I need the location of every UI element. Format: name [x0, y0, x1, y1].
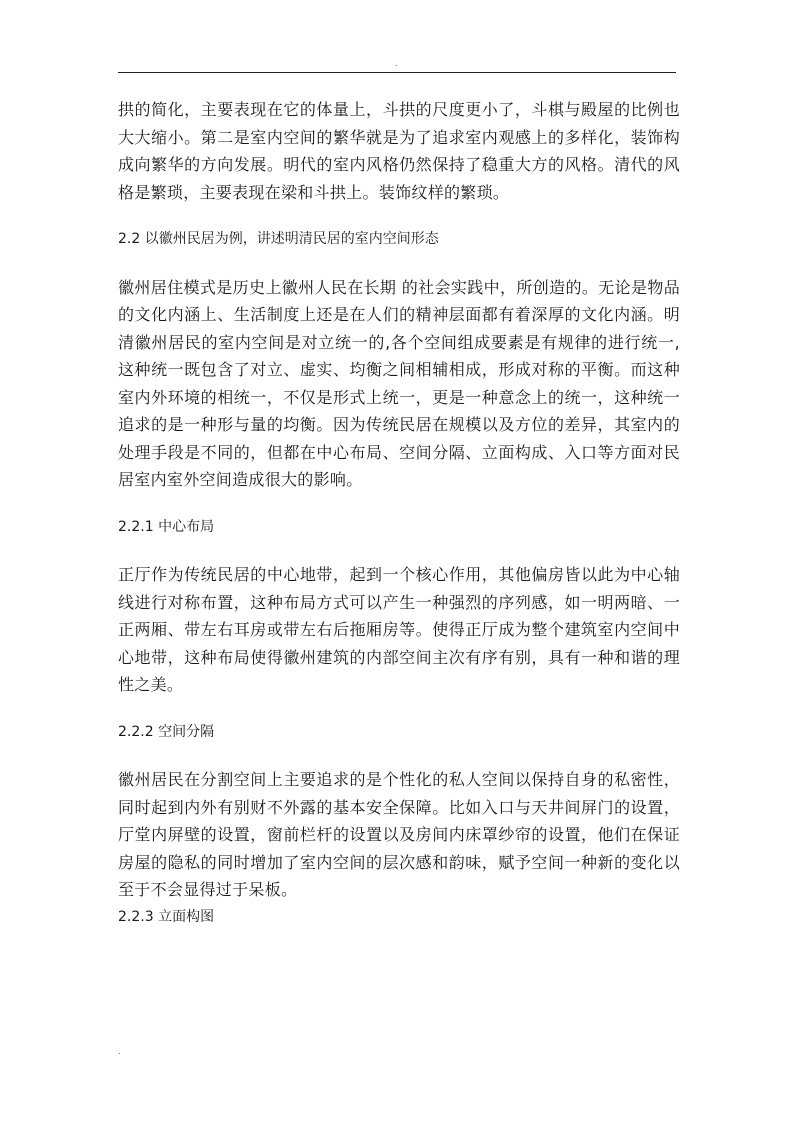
footer-mark: . [118, 1047, 121, 1056]
page-content [118, 96, 680, 931]
section-heading-2-2: 2.2 以徽州民居为例，讲述明清民居的室内空间形态 [118, 231, 439, 247]
paragraph-central-layout: 正厅作为传统民居的中心地带，起到一个核心作用，其他偏房皆以此为中心轴线进行对称布置，这种布局方式可以产生一种强烈的序列感，如一明两暗、一正两厢、带左右耳房或带左右后拖厢房等。使得正厅成为整个建筑室内空间中心地带，这种布局使得徽州建筑的内部空间主次有序有别，具有一种和谐的理性之美。 [118, 565, 680, 694]
header-mark: . [395, 59, 398, 68]
section-heading-2-2-3: 2.2.3 立面构图 [118, 908, 215, 925]
paragraph-bracket-simplification: 拱的简化，主要表现在它的体量上，斗拱的尺度更小了，斗棋与殿屋的比例也大大缩小。第二是室内空间的繁华就是为了追求室内观感上的多样化，装饰构成向繁华的方向发展。明代的室内风格仍然保持了稳重大方的风格。清代的风格是繁琐，主要表现在梁和斗拱上。装饰纹样的繁琐。 [118, 100, 680, 202]
paragraph-space-separation: 徽州居民在分割空间上主要追求的是个性化的私人空间以保持自身的私密性，同时起到内外有别财不外露的基本安全保障。比如入口与天井间屏门的设置，厅堂内屏壁的设置，窗前栏杆的设置以及房间内床罩纱帘的设置，他们在保证房屋的隐私的同时增加了室内空间的层次感和韵味，赋予空间一种新的变化以至于不会显得过于呆板。 [118, 770, 680, 899]
section-heading-2-2-1: 2.2.1 中心布局 [118, 518, 215, 535]
header-rule [118, 72, 676, 73]
section-heading-2-2-2: 2.2.2 空间分隔 [118, 723, 215, 740]
paragraph-huizhou-living-mode: 徽州居住模式是历史上徽州人民在长期 的社会实践中，所创造的。无论是物品的文化内涵上、生活制度上还是在人们的精神层面都有着深厚的文化内涵。明清徽州居民的室内空间是对立统一的,各个空间组成要素是有规律的进行统一,这种统一既包含了对立、虚实、均衡之间相辅相成，形成对称的平衡。而这种室内外环境的相统一，不仅是形式上统一，更是一种意念上的统一，这种统一追求的是一种形与量的均衡。因为传统民居在规模以及方位的差异，其室内的处理手段是不同的，但都在中心布局、空间分隔、立面构成、入口等方面对民居室内室外空间造成很大的影响。 [118, 277, 680, 489]
